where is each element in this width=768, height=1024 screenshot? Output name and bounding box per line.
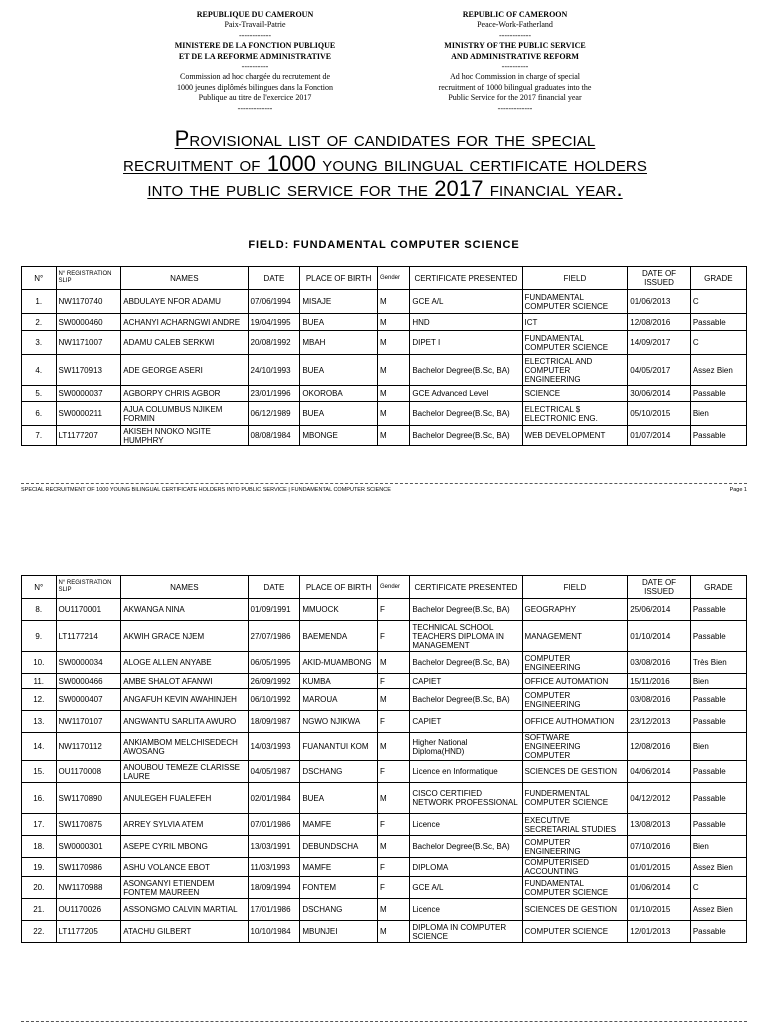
table-cell: Bachelor Degree(B.Sc, BA) xyxy=(410,599,522,621)
table-cell: FUNDAMENTAL COMPUTER SCIENCE xyxy=(522,331,628,355)
table-cell: Bachelor Degree(B.Sc, BA) xyxy=(410,402,522,426)
column-header: PLACE OF BIRTH xyxy=(300,576,378,599)
table-cell: SW0000301 xyxy=(56,836,121,858)
table-row xyxy=(22,402,747,426)
table-cell: ELECTRICAL $ ELECTRONIC ENG. xyxy=(522,402,628,426)
column-header: DATE OF ISSUED xyxy=(628,267,691,290)
table-cell: AKISEH NNOKO NGITE HUMPHRY xyxy=(121,426,248,446)
header-line: ------------- xyxy=(497,103,533,113)
table-cell: Passable xyxy=(690,921,746,943)
table-cell: 01/06/2014 xyxy=(628,877,691,899)
table-cell: 23/12/2013 xyxy=(628,711,691,733)
table-cell: NW1170740 xyxy=(56,290,121,314)
table-cell: ACHANYI ACHARNGWI ANDRE xyxy=(121,314,248,331)
table-cell: 07/06/1994 xyxy=(248,290,300,314)
table-cell: 07/01/1986 xyxy=(248,814,300,836)
header-line: Ad hoc Commission in charge of special xyxy=(449,72,581,82)
table-cell: F xyxy=(377,877,409,899)
table-cell: M xyxy=(377,355,409,386)
table-cell: 6. xyxy=(22,402,57,426)
table-cell: 13/03/1991 xyxy=(248,836,300,858)
table-cell: 30/06/2014 xyxy=(628,386,691,402)
table-cell: F xyxy=(377,858,409,877)
table-cell: SW1170986 xyxy=(56,858,121,877)
table-cell: SW0000037 xyxy=(56,386,121,402)
table-cell: HND xyxy=(410,314,522,331)
table-cell: FUNDERMENTAL COMPUTER SCIENCE xyxy=(522,783,628,814)
table-cell: 27/07/1986 xyxy=(248,621,300,652)
table-cell: F xyxy=(377,761,409,783)
table-cell: NW1171007 xyxy=(56,331,121,355)
table-cell: F xyxy=(377,621,409,652)
table-cell: 14. xyxy=(22,733,57,761)
header-line: Public Service for the 2017 financial year xyxy=(448,93,582,103)
column-header: NAMES xyxy=(121,576,248,599)
table-cell: NGWO NJIKWA xyxy=(300,711,378,733)
table-cell: GCE A/L xyxy=(410,877,522,899)
column-header: DATE OF ISSUED xyxy=(628,576,691,599)
table-cell: 1. xyxy=(22,290,57,314)
table-cell: M xyxy=(377,331,409,355)
table-cell: M xyxy=(377,899,409,921)
table-cell: COMPUTER ENGINEERING xyxy=(522,652,628,674)
table-cell: Licence en Informatique xyxy=(410,761,522,783)
table-cell: 12/08/2016 xyxy=(628,314,691,331)
table-cell: 19/04/1995 xyxy=(248,314,300,331)
table-cell: M xyxy=(377,402,409,426)
header-line: REPUBLIC OF CAMEROON xyxy=(462,10,568,19)
table-cell: ANGAFUH KEVIN AWAHINJEH xyxy=(121,689,248,711)
table-row xyxy=(22,877,747,899)
table-row xyxy=(22,599,747,621)
table-cell: SW0000460 xyxy=(56,314,121,331)
table-cell: 22. xyxy=(22,921,57,943)
table-header-row xyxy=(22,576,747,599)
table-cell: BUEA xyxy=(300,783,378,814)
table-cell: C xyxy=(690,331,746,355)
table-cell: 03/08/2016 xyxy=(628,689,691,711)
table-cell: ANOUBOU TEMEZE CLARISSE LAURE xyxy=(121,761,248,783)
table-cell: DEBUNDSCHA xyxy=(300,836,378,858)
table-cell: 8. xyxy=(22,599,57,621)
header-line: recruitment of 1000 bilingual graduates into the xyxy=(438,82,592,92)
column-header: NAMES xyxy=(121,267,248,290)
table-cell: ASSONGMO CALVIN MARTIAL xyxy=(121,899,248,921)
table-cell: 17. xyxy=(22,814,57,836)
candidates-table-page-2 xyxy=(21,575,747,943)
header-line: MINISTERE DE LA FONCTION PUBLIQUE xyxy=(174,41,336,51)
table-cell: LT1177205 xyxy=(56,921,121,943)
table-cell: 01/10/2014 xyxy=(628,621,691,652)
table-cell: MAMFE xyxy=(300,814,378,836)
table-cell: ELECTRICAL AND COMPUTER ENGINEERING xyxy=(522,355,628,386)
column-header: FIELD xyxy=(522,576,628,599)
table-cell: ADE GEORGE ASERI xyxy=(121,355,248,386)
table-cell: 9. xyxy=(22,621,57,652)
table-cell: DIPLOMA xyxy=(410,858,522,877)
table-cell: 3. xyxy=(22,331,57,355)
table-cell: SW0000466 xyxy=(56,674,121,689)
table-cell: FUANANTUI KOM xyxy=(300,733,378,761)
table-cell: ALOGE ALLEN ANYABE xyxy=(121,652,248,674)
table-cell: WEB DEVELOPMENT xyxy=(522,426,628,446)
table-cell: 04/05/2017 xyxy=(628,355,691,386)
table-cell: DSCHANG xyxy=(300,761,378,783)
table-cell: F xyxy=(377,711,409,733)
table-cell: COMPUTER SCIENCE xyxy=(522,921,628,943)
table-cell: SCIENCES DE GESTION xyxy=(522,761,628,783)
table-cell: 14/03/1993 xyxy=(248,733,300,761)
header-line: MINISTRY OF THE PUBLIC SERVICE xyxy=(444,41,586,51)
table-cell: C xyxy=(690,877,746,899)
header-line: ---------- xyxy=(241,62,269,72)
table-cell: BUEA xyxy=(300,355,378,386)
table-cell: 06/05/1995 xyxy=(248,652,300,674)
table-cell: OFFICE AUTHOMATION xyxy=(522,711,628,733)
table-row xyxy=(22,836,747,858)
column-header: Gender xyxy=(377,267,409,290)
table-cell: OFFICE AUTOMATION xyxy=(522,674,628,689)
table-cell: KUMBA xyxy=(300,674,378,689)
table-cell: NW1170988 xyxy=(56,877,121,899)
header-left xyxy=(150,10,360,114)
header-line: Publique au titre de l'exercice 2017 xyxy=(198,93,312,103)
footer-text: SPECIAL RECRUITMENT OF 1000 YOUNG BILINGUAL CERTIFICATE HOLDERS INTO PUBLIC SERVICE | FUNDAMENTAL COMPUTER SCIENCE xyxy=(21,487,391,493)
table-cell: ANKIAMBOM MELCHISEDECH AWOSANG xyxy=(121,733,248,761)
table-row xyxy=(22,858,747,877)
table-cell: 08/08/1984 xyxy=(248,426,300,446)
table-cell: 04/05/1987 xyxy=(248,761,300,783)
table-row xyxy=(22,733,747,761)
table-cell: ICT xyxy=(522,314,628,331)
column-header: N° REGISTRATION SLIP xyxy=(56,267,121,290)
table-row xyxy=(22,290,747,314)
table-cell: DIPET I xyxy=(410,331,522,355)
table-cell: SW0000211 xyxy=(56,402,121,426)
table-cell: 26/09/1992 xyxy=(248,674,300,689)
table-cell: 20/08/1992 xyxy=(248,331,300,355)
column-header: N° REGISTRATION SLIP xyxy=(56,576,121,599)
table-cell: MAMFE xyxy=(300,858,378,877)
table-cell: Passable xyxy=(690,761,746,783)
table-cell: Très Bien xyxy=(690,652,746,674)
table-cell: MISAJE xyxy=(300,290,378,314)
table-cell: COMPUTER ENGINEERING xyxy=(522,836,628,858)
table-cell: 12/01/2013 xyxy=(628,921,691,943)
header-line: Paix-Travail-Patrie xyxy=(224,20,286,30)
table-cell: 17/01/1986 xyxy=(248,899,300,921)
table-cell: SW0000407 xyxy=(56,689,121,711)
table-cell: M xyxy=(377,290,409,314)
header-line: ---------- xyxy=(501,62,529,72)
table-cell: 5. xyxy=(22,386,57,402)
table-row xyxy=(22,314,747,331)
table-cell: Bachelor Degree(B.Sc, BA) xyxy=(410,689,522,711)
table-cell: SW0000034 xyxy=(56,652,121,674)
column-header: Gender xyxy=(377,576,409,599)
table-cell: 20. xyxy=(22,877,57,899)
table-cell: F xyxy=(377,674,409,689)
table-cell: Bien xyxy=(690,674,746,689)
header-line: Peace-Work-Fatherland xyxy=(477,20,553,30)
table-cell: MMUOCK xyxy=(300,599,378,621)
table-row xyxy=(22,652,747,674)
table-cell: AKWIH GRACE NJEM xyxy=(121,621,248,652)
table-row xyxy=(22,621,747,652)
table-cell: 13. xyxy=(22,711,57,733)
table-cell: Passable xyxy=(690,314,746,331)
table-cell: M xyxy=(377,921,409,943)
table-row xyxy=(22,783,747,814)
column-header: N° xyxy=(22,267,57,290)
table-cell: M xyxy=(377,689,409,711)
table-cell: MBAH xyxy=(300,331,378,355)
table-cell: ATACHU GILBERT xyxy=(121,921,248,943)
table-cell: M xyxy=(377,836,409,858)
table-row xyxy=(22,899,747,921)
table-cell: 02/01/1984 xyxy=(248,783,300,814)
table-cell: 11/03/1993 xyxy=(248,858,300,877)
header-line: ------------ xyxy=(499,30,531,40)
page-bottom-rule xyxy=(21,1021,747,1022)
title-line: recruitment of 1000 young bilingual certificate holders xyxy=(123,151,647,176)
table-cell: Passable xyxy=(690,711,746,733)
table-cell: 23/01/1996 xyxy=(248,386,300,402)
table-cell: 4. xyxy=(22,355,57,386)
table-cell: 04/06/2014 xyxy=(628,761,691,783)
table-cell: FONTEM xyxy=(300,877,378,899)
table-cell: 10. xyxy=(22,652,57,674)
table-cell: 2. xyxy=(22,314,57,331)
table-cell: BUEA xyxy=(300,402,378,426)
page-number: Page 1 xyxy=(729,487,747,493)
table-header-row xyxy=(22,267,747,290)
column-header: DATE xyxy=(248,267,300,290)
table-cell: 25/06/2014 xyxy=(628,599,691,621)
table-row xyxy=(22,814,747,836)
table-cell: 10/10/1984 xyxy=(248,921,300,943)
table-cell: Higher National Diploma(HND) xyxy=(410,733,522,761)
table-cell: Passable xyxy=(690,783,746,814)
column-header: N° xyxy=(22,576,57,599)
table-cell: 19. xyxy=(22,858,57,877)
table-cell: 04/12/2012 xyxy=(628,783,691,814)
table-cell: COMPUTER ENGINEERING xyxy=(522,689,628,711)
column-header: PLACE OF BIRTH xyxy=(300,267,378,290)
table-cell: M xyxy=(377,733,409,761)
table-cell: 01/06/2013 xyxy=(628,290,691,314)
table-cell: Bien xyxy=(690,836,746,858)
table-cell: 18/09/1987 xyxy=(248,711,300,733)
table-cell: Passable xyxy=(690,689,746,711)
table-cell: Passable xyxy=(690,621,746,652)
table-cell: 12. xyxy=(22,689,57,711)
table-cell: Passable xyxy=(690,599,746,621)
table-cell: 16. xyxy=(22,783,57,814)
page-title xyxy=(40,126,730,201)
column-header: FIELD xyxy=(522,267,628,290)
table-cell: 15/11/2016 xyxy=(628,674,691,689)
table-cell: F xyxy=(377,814,409,836)
table-cell: SW1170913 xyxy=(56,355,121,386)
table-cell: AMBE SHALOT AFANWI xyxy=(121,674,248,689)
table-row xyxy=(22,331,747,355)
table-row xyxy=(22,761,747,783)
header-line: ET DE LA REFORME ADMINISTRATIVE xyxy=(178,51,332,61)
table-cell: FUNDAMENTAL COMPUTER SCIENCE xyxy=(522,290,628,314)
table-cell: 01/09/1991 xyxy=(248,599,300,621)
column-header: GRADE xyxy=(690,267,746,290)
table-cell: SCIENCES DE GESTION xyxy=(522,899,628,921)
table-cell: ADAMU CALEB SERKWI xyxy=(121,331,248,355)
table-cell: NW1170112 xyxy=(56,733,121,761)
table-cell: 03/08/2016 xyxy=(628,652,691,674)
table-cell: 06/12/1989 xyxy=(248,402,300,426)
table-cell: 05/10/2015 xyxy=(628,402,691,426)
table-cell: NW1170107 xyxy=(56,711,121,733)
table-cell: SW1170890 xyxy=(56,783,121,814)
table-cell: LT1177207 xyxy=(56,426,121,446)
table-cell: GCE A/L xyxy=(410,290,522,314)
table-cell: OKOROBA xyxy=(300,386,378,402)
table-cell: SCIENCE xyxy=(522,386,628,402)
table-cell: OU1170001 xyxy=(56,599,121,621)
header-line: ------------ xyxy=(239,30,271,40)
table-cell: CISCO CERTIFIED NETWORK PROFESSIONAL xyxy=(410,783,522,814)
table-cell: AJUA COLUMBUS NJIKEM FORMIN xyxy=(121,402,248,426)
table-cell: GEOGRAPHY xyxy=(522,599,628,621)
table-cell: 13/08/2013 xyxy=(628,814,691,836)
table-cell: Assez Bien xyxy=(690,899,746,921)
table-cell: SW1170875 xyxy=(56,814,121,836)
table-cell: Bachelor Degree(B.Sc, BA) xyxy=(410,355,522,386)
table-cell: M xyxy=(377,386,409,402)
table-cell: Bien xyxy=(690,733,746,761)
table-cell: Licence xyxy=(410,814,522,836)
table-cell: SOFTWARE ENGINEERING COMPUTER xyxy=(522,733,628,761)
table-cell: EXECUTIVE SECRETARIAL STUDIES xyxy=(522,814,628,836)
table-cell: OU1170026 xyxy=(56,899,121,921)
table-cell: Assez Bien xyxy=(690,858,746,877)
header-right xyxy=(410,10,620,114)
table-cell: ANGWANTU SARLITA AWURO xyxy=(121,711,248,733)
table-cell: CAPIET xyxy=(410,674,522,689)
table-cell: 7. xyxy=(22,426,57,446)
table-cell: 11. xyxy=(22,674,57,689)
table-cell: 21. xyxy=(22,899,57,921)
table-cell: 15. xyxy=(22,761,57,783)
table-cell: GCE Advanced Level xyxy=(410,386,522,402)
table-cell: OU1170008 xyxy=(56,761,121,783)
header-line: ------------- xyxy=(237,103,273,113)
table-cell: 01/01/2015 xyxy=(628,858,691,877)
table-cell: 01/07/2014 xyxy=(628,426,691,446)
table-cell: FUNDAMENTAL COMPUTER SCIENCE xyxy=(522,877,628,899)
table-cell: BAEMENDA xyxy=(300,621,378,652)
table-cell: Assez Bien xyxy=(690,355,746,386)
table-row xyxy=(22,921,747,943)
column-header: GRADE xyxy=(690,576,746,599)
table-cell: MAROUA xyxy=(300,689,378,711)
table-cell: 01/10/2015 xyxy=(628,899,691,921)
table-row xyxy=(22,386,747,402)
table-cell: AKID-MUAMBONG xyxy=(300,652,378,674)
header-line: REPUBLIQUE DU CAMEROUN xyxy=(196,10,314,19)
table-cell: 18. xyxy=(22,836,57,858)
table-cell: C xyxy=(690,290,746,314)
table-cell: M xyxy=(377,783,409,814)
table-cell: 06/10/1992 xyxy=(248,689,300,711)
table-cell: ARREY SYLVIA ATEM xyxy=(121,814,248,836)
table-cell: Bien xyxy=(690,402,746,426)
table-cell: M xyxy=(377,426,409,446)
table-cell: DSCHANG xyxy=(300,899,378,921)
table-cell: Bachelor Degree(B.Sc, BA) xyxy=(410,836,522,858)
table-cell: ASONGANYI ETIENDEM FONTEM MAUREEN xyxy=(121,877,248,899)
table-cell: COMPUTERISED ACCOUNTING xyxy=(522,858,628,877)
header-line: Commission ad hoc chargée du recrutement de xyxy=(179,72,331,82)
table-cell: Passable xyxy=(690,814,746,836)
table-cell: M xyxy=(377,652,409,674)
table-cell: CAPIET xyxy=(410,711,522,733)
table-cell: Bachelor Degree(B.Sc, BA) xyxy=(410,652,522,674)
table-cell: TECHNICAL SCHOOL TEACHERS DIPLOMA IN MANAGEMENT xyxy=(410,621,522,652)
table-row xyxy=(22,355,747,386)
column-header: CERTIFICATE PRESENTED xyxy=(410,576,522,599)
column-header: CERTIFICATE PRESENTED xyxy=(410,267,522,290)
table-cell: AGBORPY CHRIS AGBOR xyxy=(121,386,248,402)
table-cell: F xyxy=(377,599,409,621)
candidates-table-page-1 xyxy=(21,266,747,446)
page-footer xyxy=(21,483,747,493)
table-cell: MBUNJEI xyxy=(300,921,378,943)
table-row xyxy=(22,689,747,711)
table-cell: ASEPE CYRIL MBONG xyxy=(121,836,248,858)
table-cell: BUEA xyxy=(300,314,378,331)
table-cell: ASHU VOLANCE EBOT xyxy=(121,858,248,877)
table-cell: LT1177214 xyxy=(56,621,121,652)
table-row xyxy=(22,711,747,733)
column-header: DATE xyxy=(248,576,300,599)
table-cell: Passable xyxy=(690,426,746,446)
table-cell: 07/10/2016 xyxy=(628,836,691,858)
title-line: Provisional list of candidates for the special xyxy=(174,126,596,151)
table-cell: ABDULAYE NFOR ADAMU xyxy=(121,290,248,314)
table-cell: Bachelor Degree(B.Sc, BA) xyxy=(410,426,522,446)
header-line: 1000 jeunes diplômés bilingues dans la Fonction xyxy=(177,82,333,92)
table-row xyxy=(22,426,747,446)
table-row xyxy=(22,674,747,689)
footer-rule xyxy=(21,483,747,484)
field-heading: FIELD: FUNDAMENTAL COMPUTER SCIENCE xyxy=(248,239,520,251)
table-cell: AKWANGA NINA xyxy=(121,599,248,621)
header-line: AND ADMINISTRATIVE REFORM xyxy=(451,51,579,61)
table-cell: 12/08/2016 xyxy=(628,733,691,761)
table-cell: MBONGE xyxy=(300,426,378,446)
table-cell: 14/09/2017 xyxy=(628,331,691,355)
title-line: into the public service for the 2017 financial year. xyxy=(147,176,623,201)
table-cell: DIPLOMA IN COMPUTER SCIENCE xyxy=(410,921,522,943)
table-cell: ANULEGEH FUALEFEH xyxy=(121,783,248,814)
table-cell: Licence xyxy=(410,899,522,921)
table-cell: MANAGEMENT xyxy=(522,621,628,652)
table-cell: 24/10/1993 xyxy=(248,355,300,386)
table-cell: M xyxy=(377,314,409,331)
table-cell: Passable xyxy=(690,386,746,402)
table-cell: 18/09/1994 xyxy=(248,877,300,899)
